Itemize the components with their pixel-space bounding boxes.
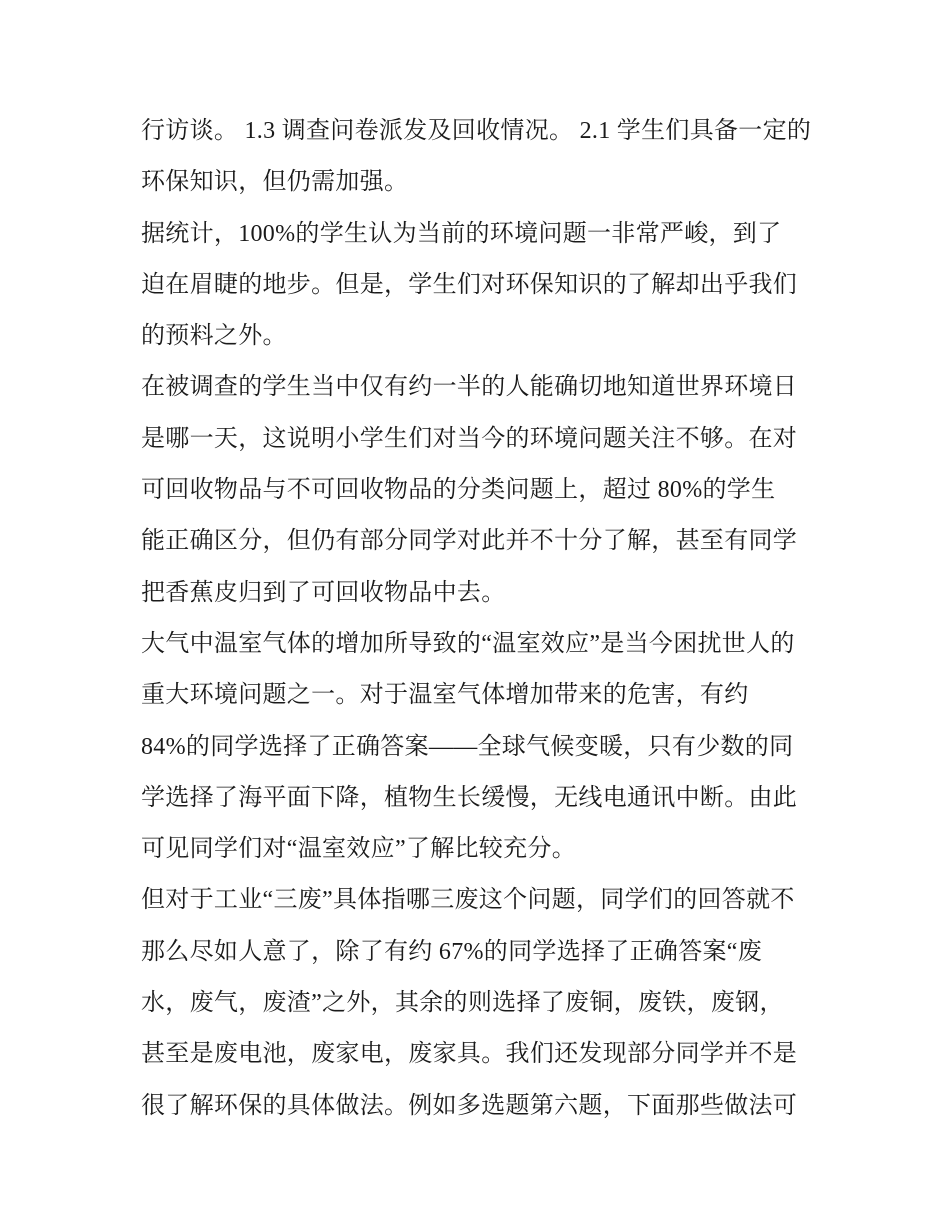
text-line: 可见同学们对“温室效应”了解比较充分。	[141, 836, 577, 863]
text-line: 大气中温室气体的增加所导致的“温室效应”是当今困扰世人的	[141, 630, 795, 657]
paragraph	[141, 362, 821, 618]
body-text	[141, 106, 821, 1132]
paragraph	[141, 106, 821, 209]
text-line: 重大环境问题之一。对于温室气体增加带来的危害，有约	[141, 682, 749, 709]
text-line: 是哪一天，这说明小学生们对当今的环境问题关注不够。在对	[141, 425, 798, 452]
text-line: 很了解环保的具体做法。例如多选题第六题，下面那些做法可	[141, 1092, 798, 1119]
text-line: 但对于工业“三废”具体指哪三废这个问题，同学们的回答就不	[141, 887, 795, 914]
text-line: 能正确区分，但仍有部分同学对此并不十分了解，甚至有同学	[141, 528, 798, 555]
text-line: 甚至是废电池，废家电，废家具。我们还发现部分同学并不是	[141, 1041, 798, 1068]
text-line: 那么尽如人意了，除了有约 67%的同学选择了正确答案“废	[141, 938, 763, 965]
text-line: 环保知识，但仍需加强。	[141, 169, 409, 196]
text-line: 行访谈。 1.3 调查问卷派发及回收情况。 2.1 学生们具备一定的	[141, 118, 812, 144]
text-line: 学选择了海平面下降，植物生长缓慢，无线电通讯中断。由此	[141, 784, 798, 811]
text-line: 84%的同学选择了正确答案——全球气候变暖，只有少数的同	[141, 733, 794, 760]
text-line: 迫在眉睫的地步。但是，学生们对环保知识的了解却出乎我们	[141, 271, 798, 298]
text-line: 在被调查的学生当中仅有约一半的人能确切地知道世界环境日	[141, 374, 798, 401]
paragraph	[141, 619, 821, 875]
text-line: 水，废气，废渣”之外，其余的则选择了废铜，废铁，废钢，	[141, 990, 784, 1017]
text-line: 的预料之外。	[141, 323, 287, 350]
text-line: 可回收物品与不可回收物品的分类问题上，超过 80%的学生	[141, 477, 776, 504]
paragraph	[141, 875, 821, 1131]
text-line: 据统计，100%的学生认为当前的环境问题一非常严峻，到了	[141, 220, 782, 247]
text-line: 把香蕉皮归到了可回收物品中去。	[141, 579, 506, 606]
paragraph	[141, 209, 821, 363]
